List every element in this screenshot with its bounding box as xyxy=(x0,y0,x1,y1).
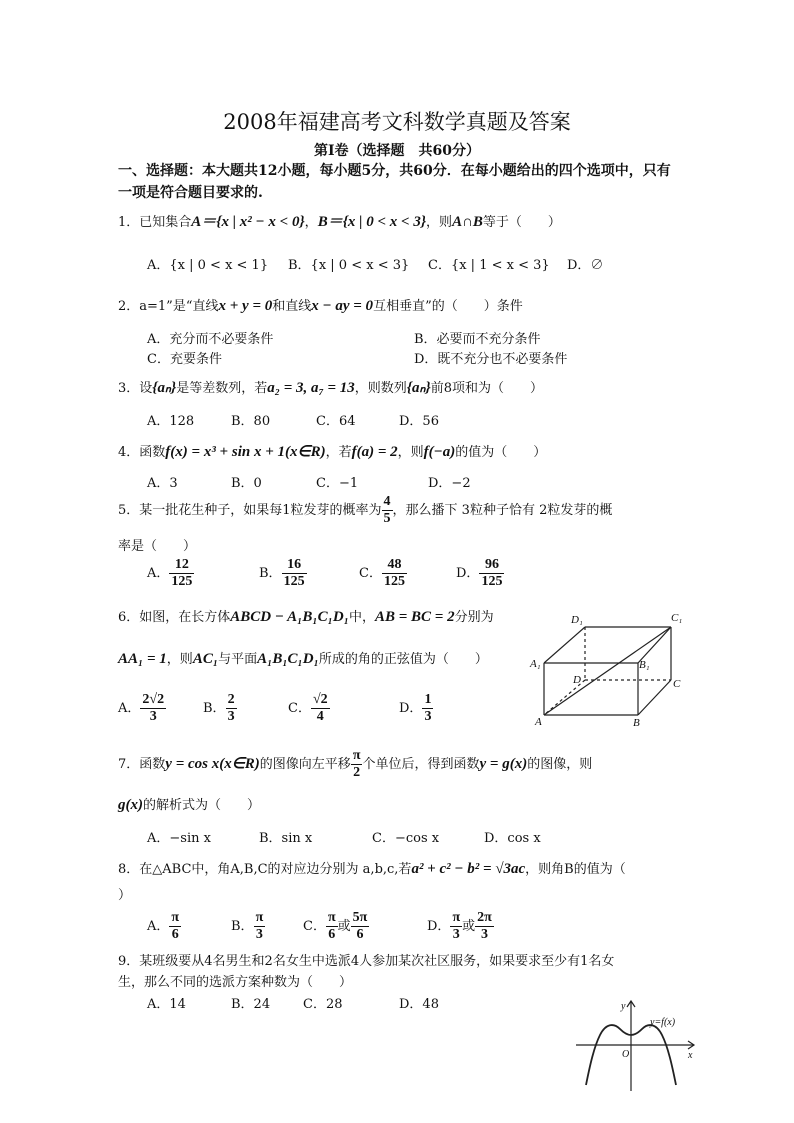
q6-option-d-num: 1 xyxy=(424,692,432,707)
section-instructions: 一、选择题：本大题共12小题，每小题5分，共60分．在每小题给出的四个选项中，只有一项是符合题目要求的. xyxy=(118,163,671,201)
q6-stem-f: 所成的角的正弦值为（ ） xyxy=(318,652,488,667)
graph-y-label: y xyxy=(621,1001,626,1012)
q6-option-c-fraction xyxy=(311,692,330,725)
q1-option-b: B．{x | 0 < x < 3} xyxy=(288,258,410,273)
page-title: 2008年福建高考文科数学真题及答案 xyxy=(223,110,571,134)
q7-stem-c: 个单位后，得到函数 xyxy=(362,757,480,772)
q4-expr: f(−a) xyxy=(423,444,456,460)
question-8 xyxy=(118,858,626,878)
q3-stem-a: 3．设 xyxy=(118,381,153,396)
label-d: D xyxy=(573,674,581,686)
q3-cond: a₂ = 3, a₇ = 13 xyxy=(267,380,355,396)
question-1 xyxy=(118,210,561,231)
q3-option-d: D．56 xyxy=(399,414,439,429)
q6-option-d-fraction xyxy=(422,692,433,725)
q6-option-d xyxy=(399,692,433,725)
q1-stem-a: 1．已知集合 xyxy=(118,215,192,230)
label-c1: C₁ xyxy=(671,612,683,624)
q3-stem-d: 前8项和为（ ） xyxy=(430,381,543,396)
q5-stem-a: 5．某一批花生种子，如果每1粒发芽的概率为 xyxy=(118,503,382,518)
q8-option-d-num-2: 2π xyxy=(477,910,492,925)
q7-option-b: B．sin x xyxy=(259,831,313,846)
graph-x-label: x xyxy=(688,1050,693,1061)
q1-option-d: D．∅ xyxy=(567,258,604,273)
q6-option-c-den: 4 xyxy=(316,709,324,724)
q6-option-a-fraction xyxy=(140,692,166,725)
q8-option-b-num-1: π xyxy=(255,910,264,925)
q8-option-d-num-1: π xyxy=(452,910,461,925)
q4-option-b: B．0 xyxy=(231,476,262,491)
q9-option-a: A．14 xyxy=(147,997,186,1012)
q8-option-a-label: A． xyxy=(147,919,170,934)
q5-option-b xyxy=(259,557,307,590)
q7-option-c: C．−cos x xyxy=(372,831,440,846)
q6-stem-c: 分别为 xyxy=(454,610,494,625)
q1-set-a: A＝{x | x² − x < 0} xyxy=(191,214,305,230)
q9-option-b: B．24 xyxy=(231,997,271,1012)
q8-option-d-den-2: 3 xyxy=(480,927,488,942)
q3-option-b: B．80 xyxy=(231,414,271,429)
edge-c1b1 xyxy=(638,627,671,663)
q3-option-c: C．64 xyxy=(316,414,356,429)
q8-option-b-label: B． xyxy=(231,919,254,934)
q4-stem-c: ，则 xyxy=(397,445,424,460)
q8-option-a-num-1: π xyxy=(171,910,180,925)
q9-stem-b: 生，那么不同的选派方案种数为（ ） xyxy=(118,975,353,990)
q6-plane: A₁B₁C₁D₁ xyxy=(257,651,319,667)
q7-shift-den: 2 xyxy=(353,765,361,780)
q8-option-c-num-1: π xyxy=(327,910,336,925)
q1-option-c: C．{x | 1 < x < 3} xyxy=(428,258,550,273)
q3-seq-2: {aₙ} xyxy=(406,380,431,396)
q2-line-1: x + y = 0 xyxy=(218,298,273,314)
q5-option-c xyxy=(359,557,407,590)
q8-option-d-den-1: 3 xyxy=(452,927,460,942)
q8-option-d-frac-2 xyxy=(475,910,494,943)
q7-shift-num: π xyxy=(352,748,361,763)
q5-option-b-num: 16 xyxy=(282,557,307,574)
q8-option-c-label: C． xyxy=(303,919,326,934)
q6-option-d-label: D． xyxy=(399,701,423,716)
section-subtitle: 第Ⅰ卷（选择题 共60分） xyxy=(313,143,481,159)
q5-option-a-den: 125 xyxy=(171,574,193,589)
q5-option-c-den: 125 xyxy=(383,574,405,589)
q4-option-c: C．−1 xyxy=(316,476,359,491)
question-2 xyxy=(118,295,523,315)
question-6-line-2 xyxy=(118,648,488,668)
q4-option-a: A．3 xyxy=(147,476,178,491)
q7-stem-e: 的解析式为（ ） xyxy=(143,798,261,813)
q5-option-b-den: 125 xyxy=(283,574,305,589)
label-c: C xyxy=(673,678,681,690)
q8-option-a xyxy=(147,910,181,943)
q4-stem-b: ，若 xyxy=(325,445,352,460)
q3-stem-c: ，则数列 xyxy=(354,381,407,396)
q8-cond: a² + c² − b² = √3ac xyxy=(411,861,526,877)
q7-func: y = cos x(x∈R) xyxy=(165,756,260,772)
q5-option-a-num: 12 xyxy=(169,557,194,574)
q3-stem-b: 是等差数列，若 xyxy=(176,381,268,396)
q6-stem-d: ，则 xyxy=(166,652,193,667)
q6-option-a-num: 2√2 xyxy=(142,692,165,707)
q9-option-d: D．48 xyxy=(399,997,439,1012)
question-7 xyxy=(118,748,592,781)
question-3 xyxy=(118,377,543,397)
q8-option-a-frac-1 xyxy=(169,910,181,943)
q6-option-c-num: √2 xyxy=(312,692,328,707)
q5-option-a-fraction xyxy=(169,557,194,590)
q2-stem-a: 2．a=1”是“直线 xyxy=(118,299,219,314)
q9-option-c: C．28 xyxy=(303,997,343,1012)
q8-stem-b: ，则角B的值为（ xyxy=(525,862,626,877)
label-b: B xyxy=(633,717,640,729)
q2-stem-b: 和直线 xyxy=(272,299,312,314)
q8-option-c-den-1: 6 xyxy=(328,927,336,942)
q7-expr: g(x) xyxy=(118,797,143,813)
q8-option-c-den-2: 6 xyxy=(356,927,364,942)
label-a: A xyxy=(535,716,542,728)
label-d1: D₁ xyxy=(571,614,583,626)
cuboid-figure xyxy=(525,605,697,730)
q6-stem-a: 6．如图，在长方体 xyxy=(118,610,231,625)
q8-stem-c: ） xyxy=(118,888,132,903)
q8-option-d-label: D． xyxy=(427,919,451,934)
q7-stem-b: 的图像向左平移 xyxy=(259,757,351,772)
q2-option-b: B．必要而不充分条件 xyxy=(414,332,541,347)
diagonal-ac1 xyxy=(544,627,671,715)
q4-cond: f(a) = 2 xyxy=(351,444,398,460)
q6-cond-2: AA₁ = 1 xyxy=(118,651,167,667)
q6-option-b-den: 3 xyxy=(227,709,235,724)
question-4 xyxy=(118,441,546,461)
q1-stem-b: ，则 xyxy=(426,215,453,230)
q6-stem-b: 中， xyxy=(348,610,375,625)
question-7-line-2 xyxy=(118,794,260,814)
q1-option-a: A．{x | 0 < x < 1} xyxy=(147,258,269,273)
q1-stem-c: 等于（ ） xyxy=(482,215,561,230)
q8-option-d-frac-1 xyxy=(450,910,462,943)
q6-option-b-num: 2 xyxy=(227,692,235,707)
q5-option-b-label: B． xyxy=(259,566,282,581)
q6-option-c xyxy=(288,692,330,725)
q5-p-den: 5 xyxy=(383,511,391,526)
q5-option-d-num: 96 xyxy=(479,557,504,574)
label-b1: B₁ xyxy=(639,659,650,671)
q8-option-d xyxy=(427,910,494,943)
q5-option-b-fraction xyxy=(282,557,307,590)
q4-stem-a: 4．函数 xyxy=(118,445,166,460)
q5-stem-b: ，那么播下 3粒种子恰有 2粒发芽的概 xyxy=(392,503,613,518)
q7-option-a: A．−sin x xyxy=(147,831,211,846)
q3-seq: {aₙ} xyxy=(152,380,177,396)
edge-bc xyxy=(638,680,671,715)
q8-option-c xyxy=(303,910,369,943)
graph-func-label: y=f(x) xyxy=(650,1017,676,1028)
q8-option-c-num-2: 5π xyxy=(352,910,368,925)
q1-sep: ， xyxy=(304,215,318,230)
q1-set-b: B＝{x | 0 < x < 3} xyxy=(317,214,427,230)
q8-option-c-frac-2 xyxy=(351,910,370,943)
q7-shift-fraction xyxy=(351,748,363,781)
q5-option-d-fraction xyxy=(479,557,504,590)
q8-option-b-frac-1 xyxy=(254,910,266,943)
q4-func: f(x) = x³ + sin x + 1(x∈R) xyxy=(165,444,326,460)
q8-option-c-sep: 或 xyxy=(337,919,351,934)
q6-stem-e: 与平面 xyxy=(218,652,258,667)
q6-option-a-den: 3 xyxy=(149,709,157,724)
q6-option-b-label: B． xyxy=(203,701,226,716)
q9-stem-a: 9．某班级要从4名男生和2名女生中选派4人参加某次社区服务，如果要求至少有1名女 xyxy=(118,954,615,969)
q8-option-d-sep: 或 xyxy=(462,919,476,934)
edge-d1a1 xyxy=(544,627,585,663)
q5-option-d-den: 125 xyxy=(481,574,503,589)
q5-option-c-num: 48 xyxy=(382,557,407,574)
label-a1: A₁ xyxy=(530,658,541,670)
q7-stem-d: 的图像，则 xyxy=(527,757,593,772)
q1-expr: A∩B xyxy=(452,214,483,230)
q5-option-a xyxy=(147,557,194,590)
q2-option-c: C．充要条件 xyxy=(147,352,222,367)
q6-cond-1: AB = BC = 2 xyxy=(374,609,455,625)
q6-option-b xyxy=(203,692,237,725)
q2-line-2: x − ay = 0 xyxy=(311,298,374,314)
q8-option-a-den-1: 6 xyxy=(171,927,179,942)
q5-option-c-label: C． xyxy=(359,566,382,581)
q6-option-c-label: C． xyxy=(288,701,311,716)
q5-stem-c: 率是（ ） xyxy=(118,539,197,554)
q6-option-a xyxy=(118,692,166,725)
q7-func-2: y = g(x) xyxy=(479,756,528,772)
q5-probability-fraction xyxy=(382,494,393,527)
q3-option-a: A．128 xyxy=(147,414,195,429)
q8-stem-a: 8．在△ABC中，角A,B,C的对应边分别为 a,b,c,若 xyxy=(118,862,412,877)
q8-option-c-frac-1 xyxy=(326,910,338,943)
q4-stem-d: 的值为（ ） xyxy=(455,445,547,460)
q7-stem-a: 7．函数 xyxy=(118,757,166,772)
q8-option-b-den-1: 3 xyxy=(255,927,263,942)
q2-option-d: D．既不充分也不必要条件 xyxy=(414,352,568,367)
q8-option-b xyxy=(231,910,265,943)
q6-solid: ABCD − A₁B₁C₁D₁ xyxy=(230,609,349,625)
q5-option-d-label: D． xyxy=(456,566,480,581)
q6-option-b-fraction xyxy=(226,692,237,725)
q4-option-d: D．−2 xyxy=(428,476,471,491)
q5-option-d xyxy=(456,557,504,590)
q2-option-a: A．充分而不必要条件 xyxy=(147,332,274,347)
function-graph xyxy=(570,995,700,1093)
q7-option-d: D．cos x xyxy=(484,831,541,846)
q5-p-num: 4 xyxy=(383,494,391,509)
q5-option-a-label: A． xyxy=(147,566,170,581)
q5-option-c-fraction xyxy=(382,557,407,590)
question-5 xyxy=(118,494,612,527)
q6-option-d-den: 3 xyxy=(424,709,432,724)
q6-option-a-label: A． xyxy=(118,701,141,716)
q6-line: AC₁ xyxy=(192,651,219,667)
graph-origin-label: O xyxy=(622,1049,630,1060)
q2-stem-c: 互相垂直”的（ ）条件 xyxy=(373,299,523,314)
question-6 xyxy=(118,606,494,626)
